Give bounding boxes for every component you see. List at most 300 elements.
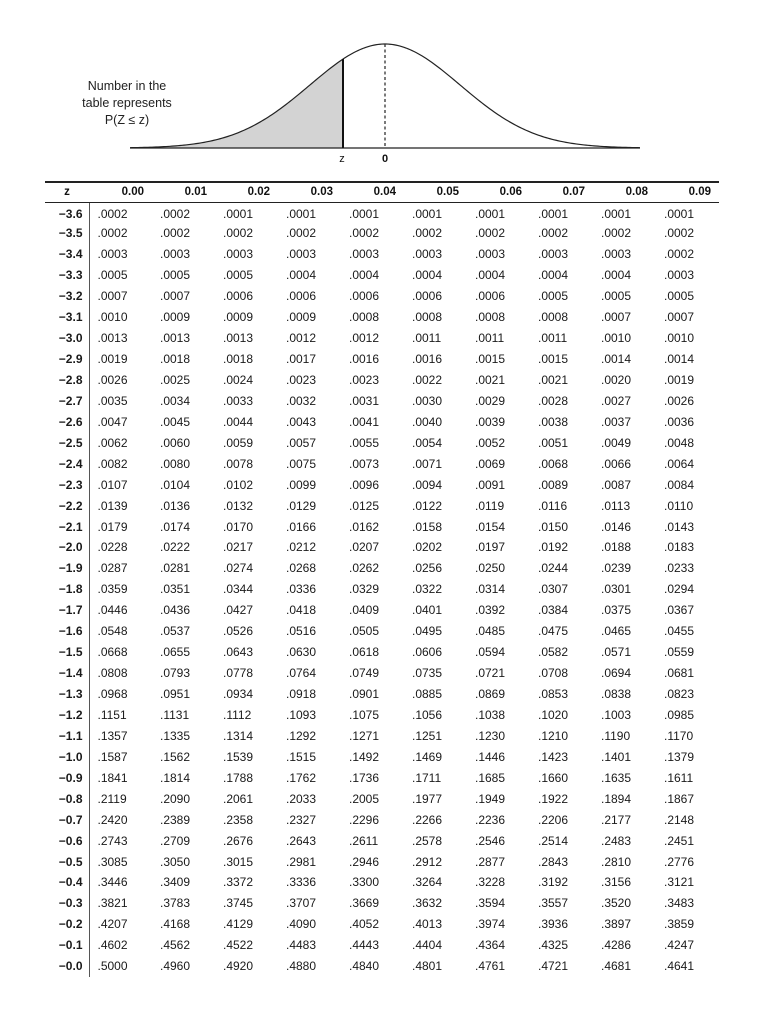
probability-cell: .1635 [601,770,632,785]
probability-cell: .0011 [538,331,568,346]
probability-cell: .0256 [412,561,443,576]
probability-cell: .0004 [349,268,380,283]
probability-cell: .0239 [601,561,632,576]
table-row [45,642,719,663]
probability-cell: .0749 [349,666,380,681]
probability-cell: .0026 [664,393,695,408]
probability-cell: .2148 [664,812,695,827]
probability-cell: .2743 [97,833,128,848]
probability-cell: .2912 [412,854,443,869]
caption-line-2: table represents [82,96,172,110]
probability-cell: .0174 [160,519,191,534]
table-row [45,914,719,935]
table-row [45,725,719,746]
probability-cell: .4052 [349,917,380,932]
probability-cell: .1446 [475,749,506,764]
probability-cell: .0047 [97,414,128,429]
probability-cell: .0951 [160,687,191,702]
probability-cell: .4602 [97,938,128,953]
probability-cell: .0721 [475,666,506,681]
probability-cell: .0084 [664,477,695,492]
probability-cell: .0150 [538,519,569,534]
probability-cell: .0034 [160,393,191,408]
header-col: 0.01 [152,182,215,202]
probability-cell: .0708 [538,666,569,681]
probability-cell: .0002 [475,226,506,241]
table-row [45,244,719,265]
probability-cell: .3821 [97,896,128,911]
probability-cell: .0436 [160,603,191,618]
probability-cell: .0066 [601,456,632,471]
probability-cell: .4840 [349,959,380,974]
table-row [45,223,719,244]
probability-cell: .2061 [223,791,254,806]
probability-cell: .0003 [97,247,128,262]
probability-cell: .0019 [664,372,695,387]
table-row [45,621,719,642]
figure-caption [62,78,192,129]
probability-cell: .0089 [538,477,569,492]
probability-cell: .0968 [97,687,128,702]
probability-cell: .0004 [601,268,632,283]
probability-cell: .3483 [664,896,695,911]
z-value-cell: −2.3 [45,474,89,495]
probability-cell: .4325 [538,938,569,953]
probability-cell: .0008 [349,310,380,325]
header-col: 0.09 [656,182,719,202]
probability-cell: .0010 [601,331,632,346]
probability-cell: .0003 [349,247,380,262]
probability-cell: .4443 [349,938,380,953]
z-value-cell: −1.9 [45,558,89,579]
probability-cell: .4562 [160,938,191,953]
z-value-cell: −0.3 [45,893,89,914]
probability-cell: .4090 [286,917,317,932]
probability-cell: .0104 [160,477,191,492]
probability-cell: .0044 [223,414,254,429]
probability-cell: .4207 [97,917,128,932]
z-value-cell: −3.4 [45,244,89,265]
probability-cell: .0006 [475,289,506,304]
probability-cell: .0039 [475,414,506,429]
probability-cell: .0003 [223,247,254,262]
probability-cell: .0045 [160,414,191,429]
probability-cell: .0022 [412,372,443,387]
probability-cell: .1492 [349,749,380,764]
probability-cell: .1894 [601,791,632,806]
probability-cell: .0001 [664,206,695,221]
probability-cell: .3936 [538,917,569,932]
header-col: 0.06 [467,182,530,202]
z-value-cell: −2.6 [45,411,89,432]
header-col: 0.00 [89,182,152,202]
probability-cell: .0001 [538,206,569,221]
probability-cell: .0901 [349,687,380,702]
probability-cell: .0162 [349,519,380,534]
z-value-cell: −2.9 [45,349,89,370]
probability-cell: .0582 [538,645,569,660]
probability-cell: .1611 [664,770,694,785]
probability-cell: .0013 [160,331,191,346]
probability-cell: .0011 [475,331,505,346]
probability-cell: .3228 [475,875,506,890]
probability-cell: .0060 [160,435,191,450]
header-row [45,182,719,202]
probability-cell: .3897 [601,917,632,932]
z-value-cell: −0.9 [45,767,89,788]
probability-cell: .0735 [412,666,443,681]
probability-cell: .0038 [538,414,569,429]
z-value-cell: −2.1 [45,516,89,537]
probability-cell: .0057 [286,435,317,450]
z-value-cell: −1.7 [45,600,89,621]
probability-cell: .2676 [223,833,254,848]
probability-cell: .2776 [664,854,695,869]
table-row [45,579,719,600]
probability-cell: .0139 [97,498,128,513]
probability-cell: .2810 [601,854,632,869]
probability-cell: .0096 [349,477,380,492]
z-value-cell: −0.0 [45,956,89,977]
table-row [45,265,719,286]
probability-cell: .4168 [160,917,191,932]
probability-cell: .3372 [223,875,254,890]
probability-cell: .3632 [412,896,443,911]
probability-cell: .0823 [664,687,695,702]
probability-cell: .1379 [664,749,695,764]
table-row [45,390,719,411]
probability-cell: .0033 [223,393,254,408]
table-row [45,411,719,432]
z-value-cell: −1.6 [45,621,89,642]
probability-cell: .0455 [664,624,695,639]
z-value-cell: −3.5 [45,223,89,244]
z-value-cell: −1.1 [45,725,89,746]
probability-cell: .4522 [223,938,254,953]
probability-cell: .0793 [160,666,191,681]
probability-cell: .0071 [412,456,443,471]
probability-cell: .1788 [223,770,254,785]
probability-cell: .0021 [475,372,506,387]
probability-cell: .0116 [538,498,568,513]
table-row [45,370,719,391]
probability-cell: .0418 [286,603,317,618]
probability-cell: .4286 [601,938,632,953]
probability-cell: .0004 [475,268,506,283]
probability-cell: .0054 [412,435,443,450]
probability-cell: .0026 [97,372,128,387]
zero-label: 0 [381,153,389,165]
probability-cell: .2843 [538,854,569,869]
probability-cell: .0002 [286,226,317,241]
probability-cell: .0029 [475,393,506,408]
probability-cell: .0006 [412,289,443,304]
probability-cell: .2206 [538,812,569,827]
z-value-cell: −2.8 [45,370,89,391]
probability-cell: .0008 [412,310,443,325]
probability-cell: .1977 [412,791,443,806]
z-value-cell: −2.0 [45,537,89,558]
probability-cell: .0073 [349,456,380,471]
probability-cell: .0006 [223,289,254,304]
probability-cell: .0307 [538,582,569,597]
probability-cell: .0018 [223,352,254,367]
probability-cell: .1190 [601,728,631,743]
z-value-cell: −1.0 [45,746,89,767]
probability-cell: .2611 [349,833,379,848]
probability-cell: .0035 [97,393,128,408]
probability-cell: .0002 [97,206,128,221]
probability-cell: .2643 [286,833,317,848]
z-value-cell: −3.6 [45,202,89,223]
z-value-cell: −3.3 [45,265,89,286]
probability-cell: .0192 [538,540,569,555]
z-value-cell: −0.1 [45,935,89,956]
probability-cell: .2709 [160,833,191,848]
probability-cell: .0013 [97,331,128,346]
probability-cell: .0537 [160,624,191,639]
probability-cell: .0064 [664,456,695,471]
probability-cell: .1922 [538,791,569,806]
probability-cell: .0392 [475,603,506,618]
probability-cell: .0838 [601,687,632,702]
z-value-cell: −0.6 [45,830,89,851]
probability-cell: .4761 [475,959,506,974]
probability-cell: .0274 [223,561,254,576]
probability-cell: .0002 [601,226,632,241]
probability-cell: .0125 [349,498,380,513]
probability-cell: .0003 [601,247,632,262]
probability-cell: .0505 [349,624,380,639]
probability-cell: .4681 [601,959,632,974]
probability-cell: .4013 [412,917,443,932]
table-row [45,286,719,307]
probability-cell: .3974 [475,917,506,932]
probability-cell: .3121 [664,875,695,890]
probability-cell: .0030 [412,393,443,408]
probability-cell: .0003 [412,247,443,262]
probability-cell: .4129 [223,917,254,932]
probability-cell: .0005 [160,268,191,283]
probability-cell: .0207 [349,540,380,555]
table-row [45,830,719,851]
probability-cell: .2119 [97,791,127,806]
probability-cell: .2389 [160,812,191,827]
probability-cell: .0012 [349,331,380,346]
probability-cell: .1020 [538,707,569,722]
probability-cell: .0036 [664,414,695,429]
caption-line-3: P(Z ≤ z) [104,113,150,127]
probability-cell: .0003 [286,247,317,262]
table-row [45,663,719,684]
probability-cell: .0024 [223,372,254,387]
probability-cell: .0465 [601,624,632,639]
probability-cell: .3783 [160,896,191,911]
probability-cell: .2090 [160,791,191,806]
z-value-cell: −1.2 [45,705,89,726]
probability-cell: .0526 [223,624,254,639]
probability-cell: .0002 [664,247,695,262]
z-value-cell: −0.7 [45,809,89,830]
probability-cell: .2483 [601,833,632,848]
probability-cell: .0027 [601,393,632,408]
probability-cell: .0007 [664,310,695,325]
probability-cell: .0002 [160,226,191,241]
probability-cell: .3264 [412,875,443,890]
probability-cell: .0409 [349,603,380,618]
probability-cell: .0132 [223,498,254,513]
probability-cell: .3050 [160,854,191,869]
probability-cell: .0005 [223,268,254,283]
probability-cell: .0002 [664,226,695,241]
probability-cell: .0136 [160,498,191,513]
z-value-cell: −2.7 [45,390,89,411]
probability-cell: .1736 [349,770,380,785]
probability-cell: .5000 [97,959,128,974]
probability-cell: .0037 [601,414,632,429]
probability-cell: .0007 [160,289,191,304]
probability-cell: .0031 [349,393,380,408]
probability-cell: .2327 [286,812,317,827]
probability-cell: .0548 [97,624,128,639]
probability-cell: .1292 [286,728,317,743]
probability-cell: .0853 [538,687,569,702]
table-row [45,600,719,621]
probability-cell: .0005 [664,289,695,304]
probability-cell: .0099 [286,477,317,492]
z-value-cell: −0.8 [45,788,89,809]
probability-cell: .0004 [286,268,317,283]
table-row [45,746,719,767]
probability-cell: .0618 [349,645,380,660]
probability-cell: .0212 [286,540,317,555]
probability-cell: .0262 [349,561,380,576]
z-value-cell: −1.4 [45,663,89,684]
z-value-cell: −3.1 [45,307,89,328]
probability-cell: .0606 [412,645,443,660]
z-value-cell: −2.4 [45,453,89,474]
z-value-cell: −1.3 [45,684,89,705]
probability-cell: .1711 [412,770,442,785]
probability-cell: .0427 [223,603,254,618]
probability-cell: .0475 [538,624,569,639]
probability-cell: .0011 [412,331,442,346]
table-row [45,872,719,893]
probability-cell: .2946 [349,854,380,869]
probability-cell: .2033 [286,791,317,806]
table-row [45,516,719,537]
probability-cell: .0087 [601,477,632,492]
probability-cell: .1357 [97,728,128,743]
table-row [45,956,719,977]
probability-cell: .0041 [349,414,380,429]
probability-cell: .1867 [664,791,695,806]
probability-cell: .0314 [475,582,506,597]
probability-cell: .0080 [160,456,191,471]
probability-cell: .0025 [160,372,191,387]
probability-cell: .0005 [538,289,569,304]
probability-cell: .1210 [538,728,569,743]
probability-cell: .1814 [160,770,191,785]
probability-cell: .0004 [538,268,569,283]
probability-cell: .0281 [160,561,191,576]
probability-cell: .0003 [538,247,569,262]
probability-cell: .1271 [349,728,380,743]
probability-cell: .3745 [223,896,254,911]
probability-cell: .4960 [160,959,191,974]
probability-cell: .3336 [286,875,317,890]
probability-cell: .0005 [601,289,632,304]
probability-cell: .0694 [601,666,632,681]
probability-cell: .0007 [601,310,632,325]
probability-cell: .0102 [223,477,254,492]
probability-cell: .2296 [349,812,380,827]
z-value-cell: −1.8 [45,579,89,600]
probability-cell: .0179 [97,519,128,534]
probability-cell: .0329 [349,582,380,597]
probability-cell: .2005 [349,791,380,806]
probability-cell: .0068 [538,456,569,471]
probability-cell: .0113 [601,498,631,513]
z-value-cell: −3.0 [45,328,89,349]
probability-cell: .1003 [601,707,632,722]
probability-cell: .0028 [538,393,569,408]
probability-cell: .1038 [475,707,506,722]
probability-cell: .3156 [601,875,632,890]
probability-cell: .0367 [664,603,695,618]
probability-cell: .0049 [601,435,632,450]
probability-cell: .0359 [97,582,128,597]
probability-cell: .0143 [664,519,695,534]
table-row [45,851,719,872]
header-col: 0.08 [593,182,656,202]
probability-cell: .1230 [475,728,506,743]
probability-cell: .0078 [223,456,254,471]
probability-cell: .2877 [475,854,506,869]
probability-cell: .0002 [223,226,254,241]
probability-cell: .3446 [97,875,128,890]
probability-cell: .0020 [601,372,632,387]
probability-cell: .0016 [349,352,380,367]
probability-cell: .0002 [349,226,380,241]
probability-cell: .1539 [223,749,254,764]
probability-cell: .2578 [412,833,443,848]
probability-cell: .0091 [475,477,506,492]
probability-cell: .1423 [538,749,569,764]
probability-cell: .3669 [349,896,380,911]
probability-cell: .0110 [664,498,694,513]
probability-cell: .0222 [160,540,191,555]
probability-cell: .0075 [286,456,317,471]
table-row [45,705,719,726]
probability-cell: .0094 [412,477,443,492]
probability-cell: .0869 [475,687,506,702]
table-row [45,788,719,809]
probability-cell: .0001 [475,206,506,221]
probability-cell: .0918 [286,687,317,702]
table-row [45,202,719,223]
probability-cell: .0122 [412,498,443,513]
probability-cell: .0516 [286,624,317,639]
probability-cell: .0001 [286,206,317,221]
probability-cell: .0233 [664,561,695,576]
table-row [45,935,719,956]
probability-cell: .0015 [538,352,569,367]
probability-cell: .0003 [160,247,191,262]
probability-cell: .4880 [286,959,317,974]
probability-cell: .3409 [160,875,191,890]
probability-cell: .0069 [475,456,506,471]
